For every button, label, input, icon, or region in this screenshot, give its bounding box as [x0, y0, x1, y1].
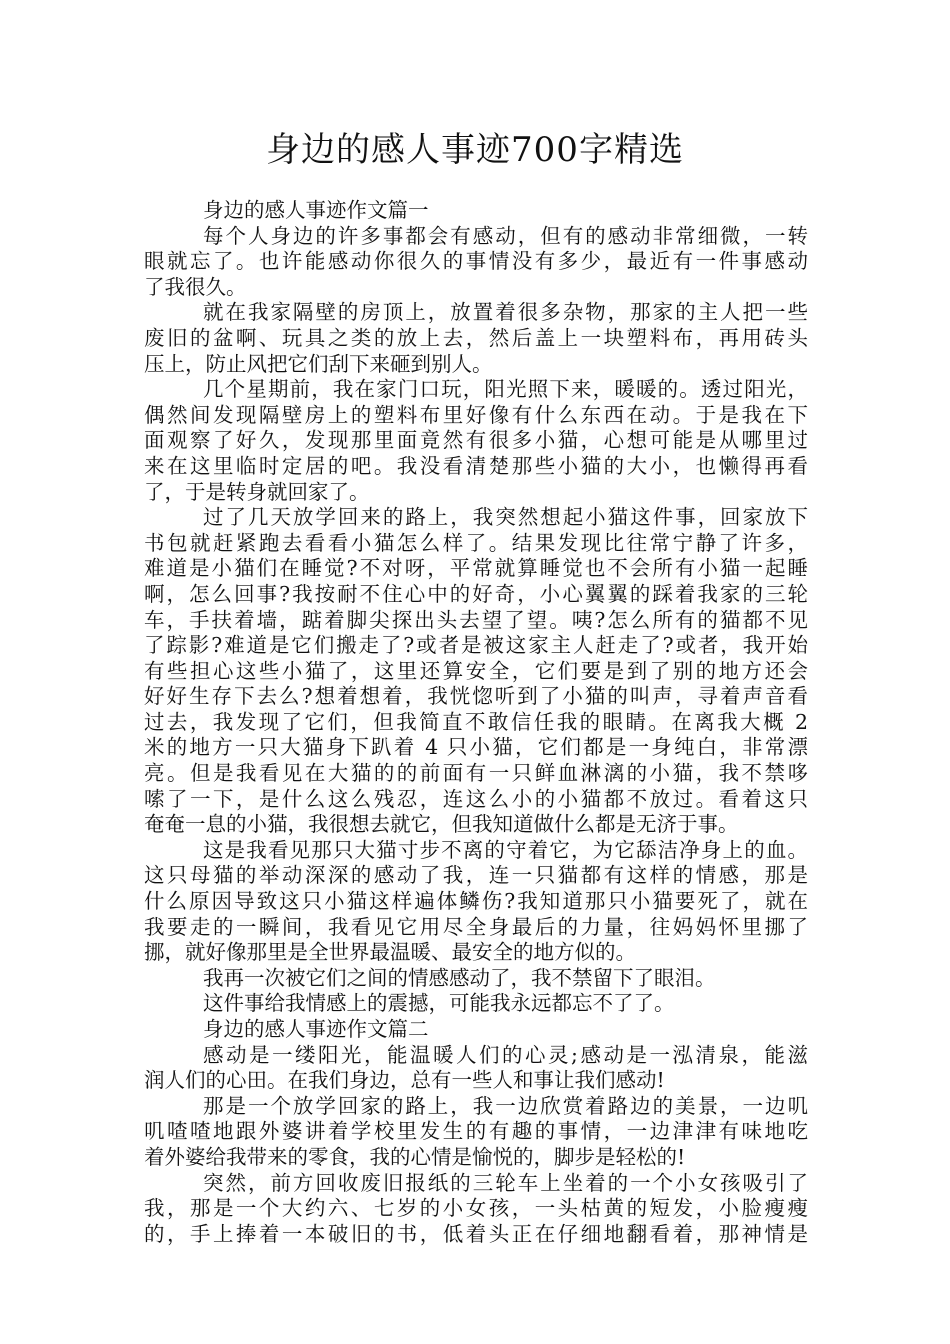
text-line: 好好生存下去么?想着想着，我恍惚听到了小猫的叫声，寻着声音看 — [144, 684, 808, 709]
text-line: 废旧的盆啊、玩具之类的放上去，然后盖上一块塑料布，再用砖头 — [144, 325, 808, 350]
text-line: 眼就忘了。也许能感动你很久的事情没有多少，最近有一件事感动 — [144, 249, 808, 274]
text-line: 了，于是转身就回家了。 — [144, 479, 370, 504]
text-line: 奄奄一息的小猫，我很想去就它，但我知道做什么都是无济于事。 — [144, 812, 739, 837]
text-line: 这只母猫的举动深深的感动了我，连一只猫都有这样的情感，那是 — [144, 863, 808, 888]
text-line: 了踪影?难道是它们搬走了?或者是被这家主人赶走了?或者，我开始 — [144, 633, 808, 658]
text-line: 叽喳喳地跟外婆讲着学校里发生的有趣的事情，一边津津有味地吃 — [144, 1119, 808, 1144]
document-title: 身边的感人事迹700字精选 — [266, 130, 684, 170]
text-line: 每个人身边的许多事都会有感动，但有的感动非常细微，一转 — [203, 223, 808, 248]
text-line: 难道是小猫们在睡觉?不对呀，平常就算睡觉也不会所有小猫一起睡 — [144, 556, 808, 581]
text-line: 来在这里临时定居的吧。我没看清楚那些小猫的大小，也懒得再看 — [144, 453, 808, 478]
text-line: 就在我家隔壁的房顶上，放置着很多杂物，那家的主人把一些 — [203, 300, 808, 325]
text-line: 过去，我发现了它们，但我简直不敢信任我的眼睛。在离我大概 2 — [144, 709, 808, 734]
text-line: 什么原因导致这只小猫这样遍体鳞伤?我知道那只小猫要死了，就在 — [144, 889, 808, 914]
text-line: 这是我看见那只大猫寸步不离的守着它，为它舔洁净身上的血。 — [203, 837, 808, 862]
text-line: 偶然间发现隔壁房上的塑料布里好像有什么东西在动。于是我在下 — [144, 402, 808, 427]
text-line: 那是一个放学回家的路上，我一边欣赏着路边的美景，一边叽 — [203, 1093, 808, 1118]
text-line: 书包就赶紧跑去看看小猫怎么样了。结果发现比往常宁静了许多， — [144, 530, 808, 555]
text-line: 感动是一缕阳光，能温暖人们的心灵;感动是一泓清泉，能滋 — [203, 1042, 808, 1067]
text-line: 米的地方一只大猫身下趴着 4 只小猫，它们都是一身纯白，非常漂 — [144, 735, 808, 760]
text-line: 身边的感人事迹作文篇一 — [203, 198, 429, 222]
text-line: 着外婆给我带来的零食，我的心情是愉悦的，脚步是轻松的! — [144, 1144, 686, 1169]
text-line: 有些担心这些小猫了，这里还算安全，它们要是到了别的地方还会 — [144, 658, 808, 683]
text-line: 的，手上捧着一本破旧的书，低着头正在仔细地翻看着，那神情是 — [144, 1221, 808, 1246]
text-line: 我要走的一瞬间，我看见它用尽全身最后的力量，往妈妈怀里挪了 — [144, 914, 808, 939]
text-line: 突然，前方回收废旧报纸的三轮车上坐着的一个小女孩吸引了 — [203, 1170, 808, 1195]
text-line: 过了几天放学回来的路上，我突然想起小猫这件事，回家放下 — [203, 505, 808, 530]
text-line: 嗦了一下，是什么这么残忍，连这么小的小猫都不放过。看着这只 — [144, 786, 808, 811]
document-body — [144, 198, 808, 1247]
text-line: 亮。但是我看见在大猫的的前面有一只鲜血淋漓的小猫，我不禁哆 — [144, 761, 808, 786]
text-line: 身边的感人事迹作文篇二 — [203, 1017, 429, 1041]
text-line: 润人们的心田。在我们身边，总有一些人和事让我们感动! — [144, 1068, 665, 1093]
text-line: 车，手扶着墙，踮着脚尖探出头去望了望。咦?怎么所有的猫都不见 — [144, 607, 808, 632]
text-line: 挪，就好像那里是全世界最温暖、最安全的地方似的。 — [144, 940, 636, 965]
text-line: 啊，怎么回事?我按耐不住心中的好奇，小心翼翼的踩着我家的三轮 — [144, 581, 808, 606]
text-line: 面观察了好久，发现那里面竟然有很多小猫，心想可能是从哪里过 — [144, 428, 808, 453]
text-line: 压上，防止风把它们刮下来砸到别人。 — [144, 351, 493, 376]
text-line: 我再一次被它们之间的情感感动了，我不禁留下了眼泪。 — [203, 965, 716, 990]
text-line: 我，那是一个大约六、七岁的小女孩，一头枯黄的短发，小脸瘦瘦 — [144, 1196, 808, 1221]
text-line: 几个星期前，我在家门口玩，阳光照下来，暖暖的。透过阳光， — [203, 377, 808, 402]
text-line: 了我很久。 — [144, 274, 247, 299]
text-line: 这件事给我情感上的震撼，可能我永远都忘不了了。 — [203, 991, 675, 1016]
